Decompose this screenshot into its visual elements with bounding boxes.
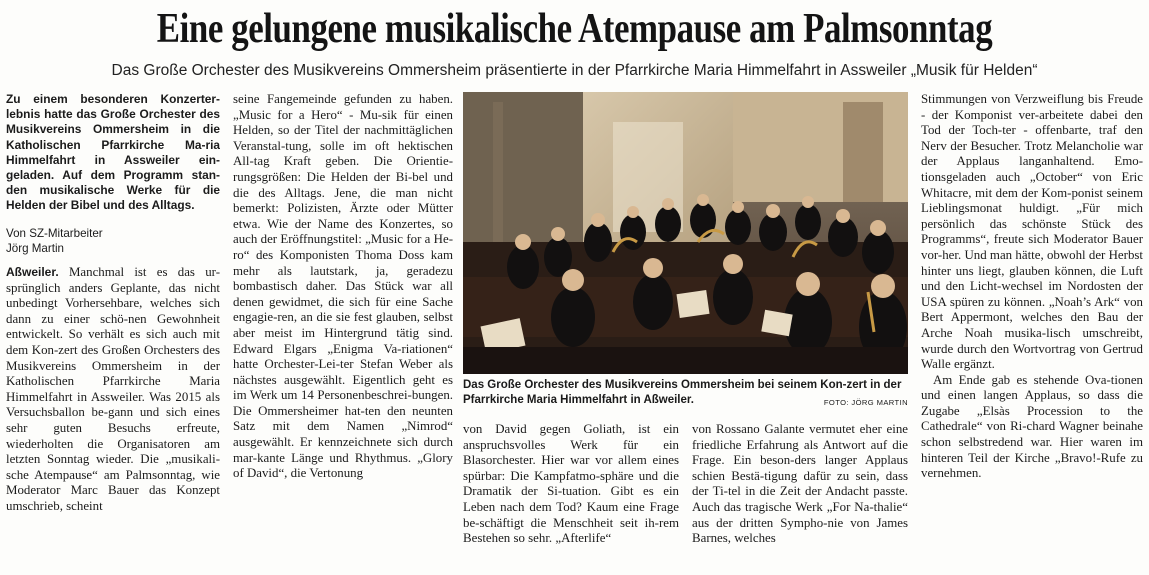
column-3-text: von David gegen Goliath, ist ein anspruchsvolles Werk für ein Blasorchester. Hier war vor allem eines spürbar: Die Kampfatmo-sphäre und die Dramatik der Si-tuation. Gibt es ein Leben nach dem Tod? Kaum eine Frage be-schäftigt die Menschheit seit ih-rem Bestehen so sehr. „Afterlife“ — [463, 422, 679, 546]
column-4-text: von Rossano Galante vermutet eher eine friedliche Erfahrung als Antwort auf die Frage. Ein beson-ders langer Applaus schien Bestä-tigung dafür zu sein, dass der Ti-tel in die Zeit der Andacht passte. Auch das tragische Werk „For Na-thalie“ aus der dritten Sympho-nie von James Barnes, welches — [692, 422, 908, 546]
column-5-text-2: Am Ende gab es stehende Ova-tionen und einen langen Applaus, so dass die Zugabe „Elsàs Procession to the Cathedrale“ von Ri-chard Wagner beinahe schon selbstredend war. Hier waren im hinteren Teil der Kirche „Bravo!-Rufe zu vernehmen. — [921, 372, 1143, 481]
dateline: Aßweiler. — [6, 265, 59, 280]
column-1-text: Manchmal ist es das ur-sprünglich anders Geplante, das nicht unbedingt Vorhersehbare, welches sich dann zu einer schö-nen Gewohnheit entwickelt. So verhält es sich auch mit dem Kon-zert des Großen Orchesters des Musikvereins Ommersheim in der Katholischen Pfarrkirche Maria Himmelfahrt in Assweiler. Was 2015 als Versuchsballon be-gann und sich eines sehr guten Besuchs erfreute, wiederholten die Organisatoren am letzten Sonntag wieder. Die „musikali-sche Atempause“ am Palmsonntag, wie Moderator Marc Bauer das Konzept umschrieb, scheint — [6, 265, 220, 513]
photo-credit: FOTO: JÖRG MARTIN — [823, 397, 908, 407]
column-1 — [6, 92, 220, 572]
subheadline: Das Große Orchester des Musikvereins Ommersheim präsentierte in der Pfarrkirche Maria Himmelfahrt in Assweiler „Musik für Helden“ — [111, 62, 1038, 79]
column-3 — [463, 422, 679, 572]
orchestra-photo-image — [463, 92, 908, 374]
column-1-body — [6, 265, 220, 515]
orchestra-photo — [463, 92, 908, 374]
column-5 — [921, 92, 1143, 572]
column-4 — [692, 422, 908, 572]
article-lead: Zu einem besonderen Konzerter-lebnis hatte das Große Orchester des Musikvereins Ommersheim in die Katholischen Pfarrkirche Ma-ria Himmelfahrt in Assweiler ein-geladen. Auf dem Programm stan-den musikalische Werke für die Helden der Bibel und des Alltags. — [6, 92, 220, 213]
photo-caption — [463, 378, 908, 410]
caption-text: Das Große Orchester des Musikvereins Ommersheim bei seinem Kon-zert in der Pfarrkirche Maria Himmelfahrt in Aßweiler. — [463, 379, 902, 406]
column-5-text-1: Stimmungen von Verzweiflung bis Freude - der Komponist ver-arbeitete dabei den Tod der Toch-ter - offenbarte, traf den Nerv der Besucher. Trotz Melancholie war der Applaus langanhaltend. Emo-tionsgeladen auch „October“ von Eric Whitacre, mit dem der Kom-ponist seinem Lieblingsmonat huldigt. „Für mich persönlich das schönste Stück des Programms“, freute sich Moderator Bauer vor-her. Und man hätte, obwohl der Herbst hinter uns liegt, glauben können, die Luft und den Licht-wechsel im Nordosten der USA spüren zu können. „Noah’s Ark“ von Bert Appermont, welches den Bau der Arche Noah musika-lisch umschreibt, wurde durch den Wortvortrag von Gertrud Walle ergänzt. — [921, 92, 1143, 372]
byline — [6, 226, 220, 256]
column-2-text: seine Fangemeinde gefunden zu haben. „Music for a Hero“ - Mu-sik für einen Helden, so der Titel der nachmittäglichen Veranstal-tung, solle im oft hektischen All-tag Kraft geben. Die Orientie-rungsgrößen: Die Helden der Bi-bel und die des Alltags. Jene, die man nicht bemerkt: Polizisten, Ärzte oder Mütter etwa. Wie der Name des Konzertes, so auch der Eröffnungstitel: „Music for a He-ro“ des Komponisten Thoma Doss kam mehr als lautstark, ja, geradezu bombastisch daher. Das Stück war all denen gewidmet, die sich für eine Sache engagie-ren, an die sie fest glauben, selbst aber meist im Hintergrund tätig sind. Edward Elgars „Enigma Va-riationen“ hatte Orchester-Lei-ter Stefan Weber als nächstes ausgewählt. Eigentlich geht es im Werk um 14 Personenbeschrei-bungen. Die Ommersheimer hat-ten den neunten Satz mit dem Namen „Nimrod“ ausgewählt. Er kennzeichnete sich durch mar-kante Länge und Rhythmus. „Glory of David“, die Vertonung — [233, 92, 453, 481]
byline-author: Jörg Martin — [6, 241, 64, 255]
headline: Eine gelungene musikalische Atempause am Palmsonntag — [156, 6, 993, 52]
byline-role: Von SZ-Mitarbeiter — [6, 226, 103, 240]
column-2 — [233, 92, 453, 572]
